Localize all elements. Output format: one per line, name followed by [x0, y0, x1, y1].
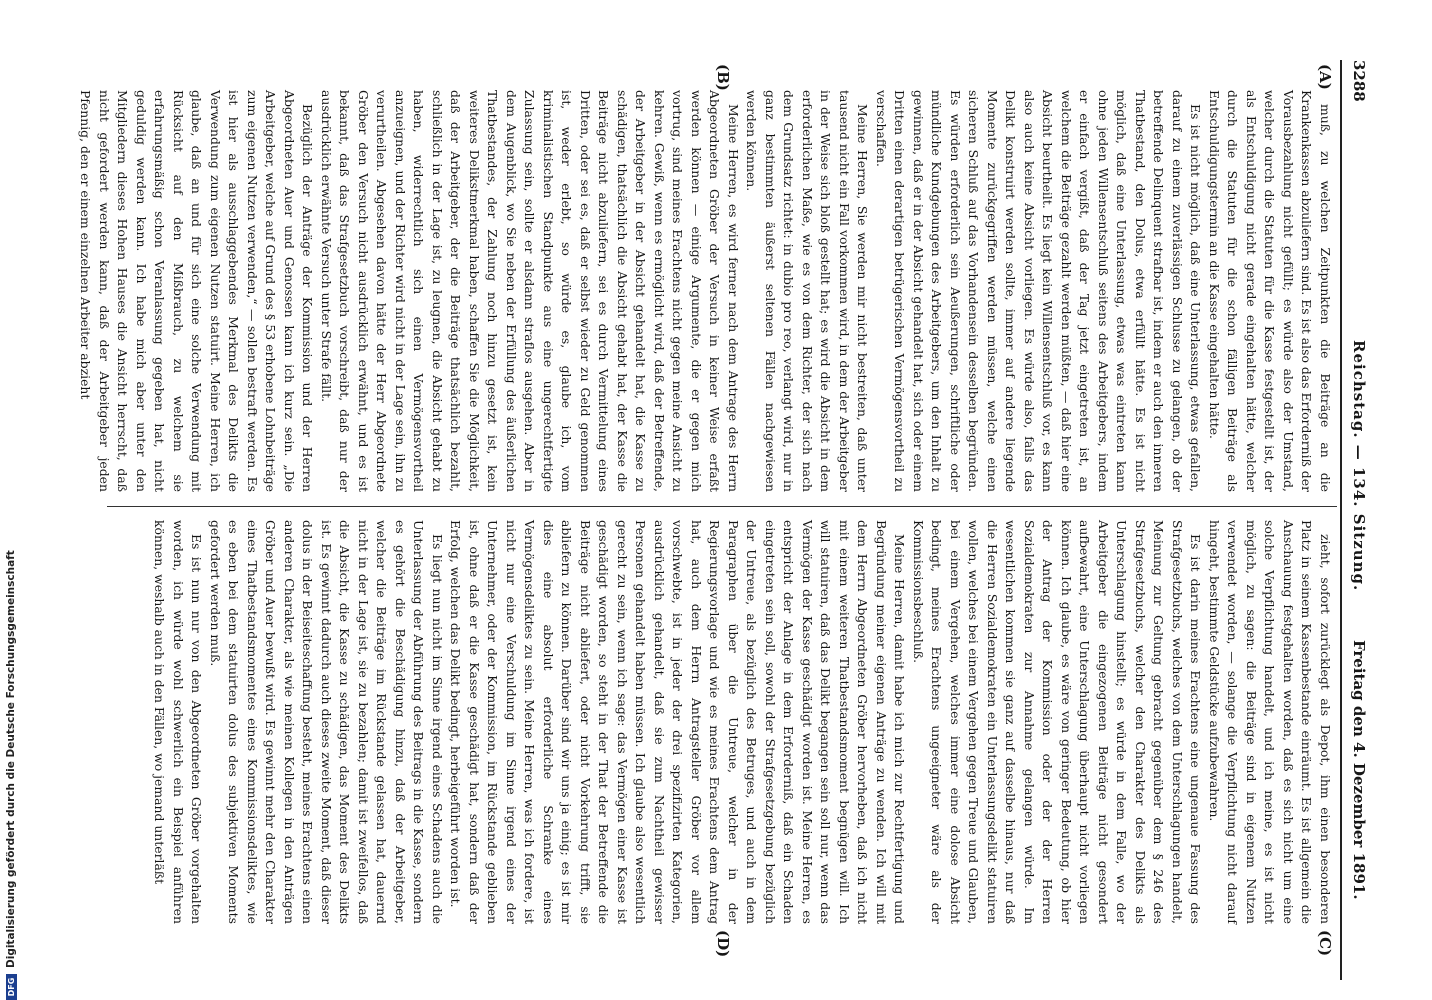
margin-mark-b: (B) — [714, 64, 732, 91]
right-text-column — [114, 520, 1334, 924]
header-date: Freitag den 4. Dezember 1891. — [1350, 640, 1368, 900]
page-number: 3288 — [1350, 60, 1368, 102]
dfg-logo: DFG — [6, 974, 17, 1000]
paragraph: Es ist nicht möglich, daß eine Unterlassung, etwas gefallen, darauf zu einem zuverlässigen Schlusse zu gelangen, ob der betreffende Delinquent strafbar ist, indem er auch den inneren Thatbestand, den Dolus, etwa erfüllt hätte. Es ist nicht möglich, daß eine Unterlassung, etwas was eintreten kann ohne jeden Willensentschluß seitens des Arbeitgebers, indem er einfach vergißt, daß der Tag jetzt eingetreten ist, an welchem die Beiträge gezahlt werden müßten, — daß hier eine Absicht beurtheilt. Es liegt kein Willensentschluß vor, es kann also auch keine Absicht vorliegen. Es würde also, falls das Delikt konstruirt werden sollte, immer auf andere liegende Momente zurückgegriffen werden müssen, welche einen sicheren Schluß auf das Vorhandensein desselben begründen. Es würden erforderlich sein Aeußerungen, schriftliche oder mündliche Kundgebungen des Arbeitgebers, um den Inhalt zu gewinnen, daß er in der Absicht gehandelt hat, sich oder einem Dritten einen derartigen betrügerischen Vermögensvortheil zu verschaffen. — [874, 90, 1204, 492]
margin-mark-c: (C) — [1316, 930, 1334, 957]
left-text-column — [78, 90, 1334, 492]
running-header: Reichstag. — 134. Sitzung. — [1350, 340, 1368, 592]
paragraph: Es liegt nun nicht im Sinne irgend eines Schadens auch die Unterlassung der Abführung des Beitrags in die Kasse, sondern es gehört die Beschädigung hinzu, daß der Arbeitgeber, welcher die Beiträge im Rückstande gelassen hat, dauernd nicht in der Lage ist, sie zu bezahlen; damit ist zweifellos, daß die Absicht, die Kasse zu schädigen, das Moment des Delikts ist. Es gewinnt dadurch auch dieses zweite Moment, daß dieser dolus in der Beiseiteschaffung besteht, meines Erachtens einen anderen Charakter, als wie meinen Kollegen in den Anträgen Gröber und Auer bewußt wird. Es gewinnt mehr den Charakter eines Thatbestandsmomentes eines Kommissionsdeliktes, wie es eben bei dem statuirten dolus des subjektiven Moments gefordert werden muß. — [208, 520, 445, 924]
paragraph: Bezüglich der Anträge der Kommission und der Herren Abgeordneten Auer und Genossen kann ich kurz sein. „Die Arbeitgeber, welche auf Grund des § 53 erhobene Lohnbeiträge zum eigenen Nutzen verwenden,“ — sollen bestraft werden. Es ist hier als ausschlaggebendes Merkmal des Delikts die Verwendung zum eigenen Nutzen statuirt. Meine Herren, ich glaube, daß an und für sich eine solche Verwendung mit Rücksicht auf den Mißbrauch, zu welchem sie erfahrungsmäßig schon Veranlassung gegeben hat, nicht geduldig werden kann. Ich habe mich aber unter den Mitgliedern dieses Hohen Hauses die Ansicht herrscht, daß nicht gefordert werden kann, daß der Arbeitgeber jeden Pfennig, den er einem einzelnen Arbeiter abzieht — [78, 90, 316, 492]
margin-mark-d: (D) — [714, 930, 732, 958]
paragraph: Meine Herren, damit habe ich mich zur Rechtfertigung und Begründung meiner eigenen Anträge zu wenden. Ich will mit dem Herrn Abgeordneten Gröber hervorheben, daß ich nicht mit einem weiteren Thatbestandsmoment begnügen will. Ich will statuiren, daß das Delikt begangen sein soll nur, wenn das Vermögen der Kasse geschädigt worden ist. Meine Herren, es entspricht der Anlage in dem Erforderniß, daß ein Schaden eingetreten sein soll, sowohl der Strafgesetzgebung bezüglich der Untreue, als bezüglich des Betruges, und auch in dem Paragraphen über die Untreue, welcher in der Regierungsvorlage und wie es meines Erachtens dem Antrag hat, auch dem Herrn Antragsteller Gröber vor allem vorschwebte, ist in jeder der drei spezifizirten Kategorien, ausdrücklich gehandelt, daß sie zum Nachtheil gewisser Personen gehandelt haben müssen. Ich glaube also wesentlich gerecht zu sein, wenn ich sage: das Vermögen einer Kasse ist geschädigt worden, so steht in der That der Betreffende die Beiträge nicht abliefert, oder nicht Vorkehrung trifft, sie abliefern zu können. Darüber sind wir uns ja einig; es ist mir dies eine absolut erforderliche Schranke eines Vermögensdeliktes zu sein. Meine Herren, was ich fordere, ist nicht nur eine Verschuldung im Sinne irgend eines der Unternehmer, oder der Kommission, im Rückstande geblieben ist, ohne daß er die Kasse geschädigt hat, sondern daß der Erfolg, welchen das Delikt bedingt, herbeigeführt worden ist. — [448, 520, 908, 924]
paragraph: muß, zu welchen Zeitpunkten die Beiträge an die Krankenkassen abzuliefern sind. Es ist also das Erforderniß der Vorausbezahlung nicht gefüllt; es würde also der Umstand, welcher durch die Statuten für die Kasse festgestellt ist, der als Entschuldigung nicht gerade eingehalten hätte, welcher durch die Statuten für die schon fälligen Beiträge als Entschuldigungstermin an die Kasse eingehalten hätte. — [1207, 90, 1333, 492]
paragraph: Es ist nun nur von den Abgeordneten Gröber vorgehalten worden, ich würde wohl schwerlich ein Beispiel anführen können, weshalb auch in den Fällen, wo jemand unterläßt — [152, 520, 205, 924]
paragraph: zieht, sofort zurücklegt als Depot, ihm einen besonderen Platz in seinem Kassenbestande einräumt. Es ist allgemein die Anschauung festgehalten worden, daß es sich nicht um eine solche Verpflichtung handelt, und ich meine, es ist nicht möglich, zu sagen: die Beiträge sind in eigenem Nutzen verwendet worden, — solange die Verpflichtung nicht darauf hingeht, bestimmte Geldstücke aufzubewahren. — [1207, 520, 1333, 924]
paragraph: Es ist darin meines Erachtens eine ungenaue Fassung des Strafgesetzbuchs, welches von dem Unterschlagungen handelt, Meinung zur Geltung gebracht gegenüber dem § 246 des Strafgesetzbuchs, welcher den Charakter des Delikts als Unterschlagung hinstellt; es würde in dem Falle, wo der Arbeitgeber die eingezogenen Beiträge nicht gesondert aufbewahrt, eine Unterschlagung überhaupt nicht vorliegen können. Ich glaube, es wäre von geringer Bedeutung, ob hier der Antrag der Kommission oder der der Herren Sozialdemokraten zur Annahme gelangen würde. Im wesentlichen kommen sie ganz auf dasselbe hinaus, nur daß die Herren Sozialdemokraten ein Unterlassungsdelikt statuiren wollen, welches bei einem Vergehen gegen Treue und Glauben, bei einem Vergehen, welches immer eine dolose Absicht bedingt, meines Erachtens ungeeigneter wäre als der Kommissionsbeschluß. — [911, 520, 1204, 924]
column-divider — [107, 506, 1337, 507]
footer-text: Digitalisierung gefördert durch die Deutsche Forschungsgemeinschaft — [5, 550, 17, 968]
paragraph: Meine Herren, Sie werden mir nicht bestreiten, daß unter tausend nicht ein Fall vorkommen wird, in dem der Arbeitgeber in der Weise sich bloß gestellt hat; es wird die Absicht in dem erforderlichen Maße, wie es von dem Richter, der sich nach dem Grundsatz richtet: in dubio pro reo, verlangt wird, nur in ganz bestimmten äußerst seltenen Fällen nachgewiesen werden können. — [744, 90, 871, 492]
header-rule — [1340, 60, 1342, 980]
paragraph: Meine Herren, es wird ferner nach dem Antrage des Herrn Abgeordneten Gröber der Versuch in keiner Weise erfaßt werden können — einige Argumente, die er gegen mich vortrug, sind meines Erachtens nicht gegen meine Ansicht zu kehren. Gewiß, wenn es ermöglicht wird, daß der Betreffende, der Arbeitgeber in der Absicht gehandelt hat, die Kasse zu schädigen, thatsächlich die Absicht gehabt hat, der Kasse die Beiträge nicht abzuliefern, sei es durch Vermittelung eines Dritten, oder sei es, daß er selbst wieder zu Geld genommen ist, weder erlebt, so würde es, glaube ich, vom kriminalistischen Standpunkte aus eine ungerechtfertigte Zulassung sein, sollte er alsdann straflos ausgehen. Aber in dem Augenblick, wo Sie neben der Erfüllung des äußerlichen Thatbestandes, der Zahlung noch hinzu gesetzt ist, kein weiteres Delikstmerkmal haben, schaffen Sie die Möglichkeit, daß der Arbeitgeber, der die Beiträge thatsächlich bezahlt, schließlich in der Lage ist, zu leugnen, die Absicht gehabt zu haben, widerrechtlich sich einen Vermögensvortheil anzueignen, und der Richter wird nicht in der Lage sein, ihn zu verurtheilen. Abgesehen davon hätte der Herr Abgeordnete Gröber den Versuch nicht ausdrücklich erwähnt, und es ist bekannt, daß das Strafgesetzbuch vorschreibt, daß nur der ausdrücklich erwähnte Versuch unter Strafe fällt. — [319, 90, 741, 492]
digitization-footer — [4, 0, 18, 1000]
margin-mark-a: (A) — [1316, 64, 1334, 90]
